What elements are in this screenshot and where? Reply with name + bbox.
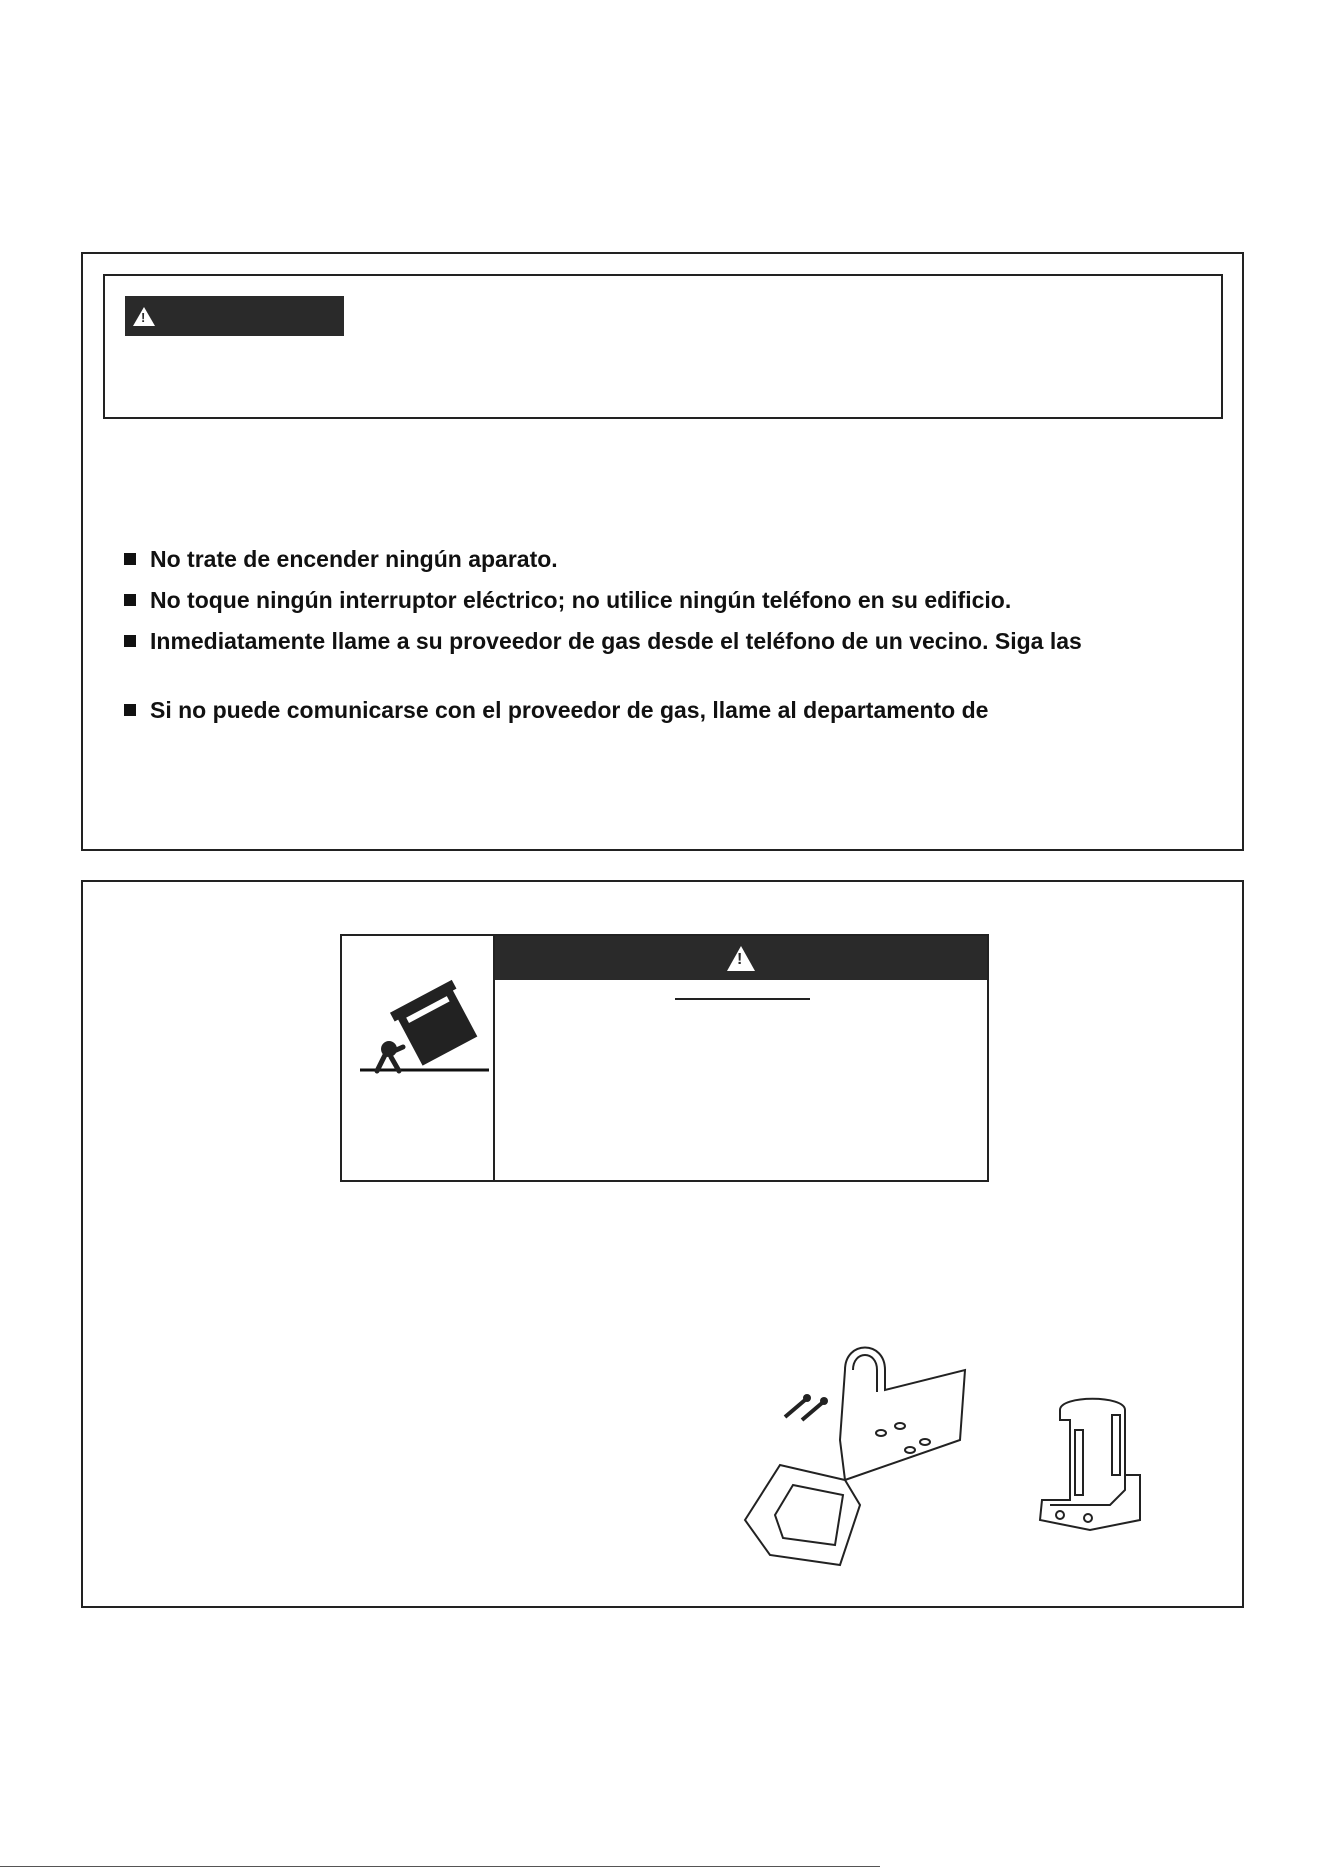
bullet-square-icon [124,553,136,565]
bullet-text: No trate de encender ningún aparato. [150,546,558,572]
warning-triangle-icon [133,307,155,326]
bullet-text: Si no puede comunicarse con el proveedor de gas, llame al departamento de [150,697,989,723]
list-item [124,627,1082,655]
bullet-square-icon [124,635,136,647]
list-item [124,586,1082,614]
list-item [124,545,1082,573]
cable-clamp-icon [1030,1390,1170,1540]
gas-instructions-list [124,545,1082,724]
footer-rule [0,1866,880,1867]
bullet-text: Inmediatamente llame a su proveedor de gas desde el teléfono de un vecino. Siga las [150,628,1082,654]
bullet-text: No toque ningún interruptor eléctrico; no utilice ningún teléfono en su edificio. [150,587,1012,613]
bullet-square-icon [124,704,136,716]
screws-icon [780,1385,840,1425]
underline [675,998,810,1000]
warning-label-bar [125,296,344,336]
warning-label-bar [495,936,987,980]
tip-over-hazard-icon [355,975,493,1075]
bullet-square-icon [124,594,136,606]
list-item [124,696,1082,724]
warning-triangle-icon [727,946,755,971]
anti-tip-bracket-icon [735,1330,975,1570]
